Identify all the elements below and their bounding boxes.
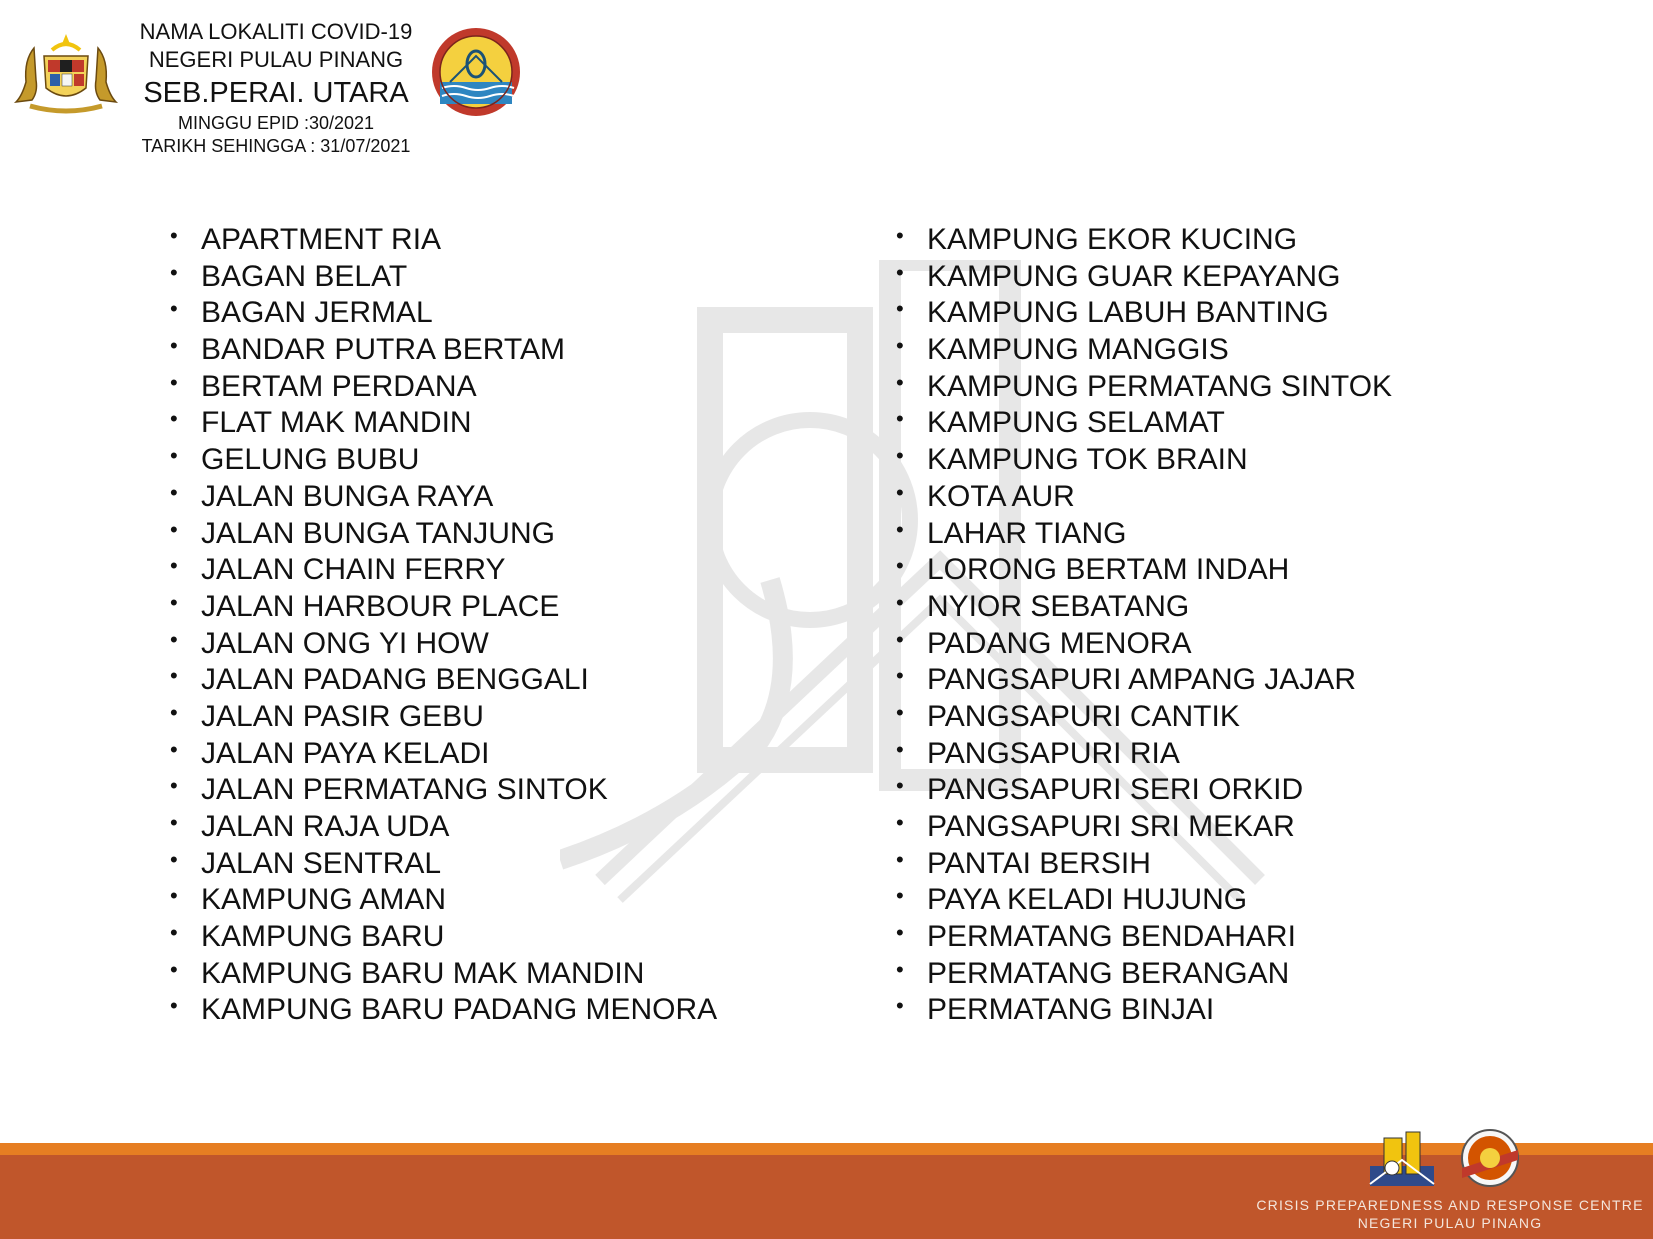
locality-item: [168, 699, 717, 736]
bullet-icon: •: [896, 699, 904, 725]
footer-line2: NEGERI PULAU PINANG: [1357, 1215, 1543, 1231]
penang-lawan-covid-logo-icon: [1462, 1130, 1518, 1186]
bullet-icon: •: [896, 333, 904, 359]
locality-item: [168, 295, 717, 332]
locality-name: JALAN BUNGA TANJUNG: [201, 516, 555, 550]
locality-name: PAYA KELADI HUJUNG: [927, 883, 1248, 917]
locality-name: PERMATANG BERANGAN: [927, 956, 1290, 990]
locality-item: [168, 882, 717, 919]
locality-item: [168, 736, 717, 773]
locality-name: JALAN HARBOUR PLACE: [201, 589, 560, 623]
bullet-icon: •: [896, 883, 904, 909]
bullet-icon: •: [896, 369, 904, 395]
locality-name: LAHAR TIANG: [927, 516, 1127, 550]
locality-item: [168, 589, 717, 626]
locality-item: [894, 405, 1392, 442]
locality-name: FLAT MAK MANDIN: [201, 406, 472, 440]
malaysia-coat-of-arms-icon: [12, 30, 120, 116]
locality-name: BERTAM PERDANA: [201, 369, 477, 403]
locality-name: PERMATANG BENDAHARI: [927, 920, 1296, 954]
bullet-icon: •: [896, 443, 904, 469]
locality-name: JALAN PAYA KELADI: [201, 736, 490, 770]
bullet-icon: •: [170, 810, 178, 835]
header: [0, 0, 540, 170]
locality-name: PANGSAPURI SERI ORKID: [927, 773, 1304, 807]
locality-item: [168, 956, 717, 993]
locality-item: [168, 222, 717, 259]
locality-name: BANDAR PUTRA BERTAM: [201, 333, 565, 367]
locality-item: [168, 846, 717, 883]
bullet-icon: •: [896, 956, 904, 982]
locality-name: JALAN PASIR GEBU: [201, 699, 484, 733]
locality-item: [168, 662, 717, 699]
header-title-line2: NEGERI PULAU PINANG: [148, 47, 404, 72]
bullet-icon: •: [170, 883, 178, 909]
locality-name: KAMPUNG LABUH BANTING: [927, 296, 1329, 330]
locality-name: KOTA AUR: [927, 479, 1075, 513]
locality-item: [894, 809, 1392, 846]
seberang-perai-seal-icon: [430, 26, 522, 118]
header-title-block: [118, 18, 434, 158]
bullet-icon: •: [896, 479, 904, 505]
bullet-icon: •: [170, 920, 178, 946]
locality-item: [168, 405, 717, 442]
locality-item: [894, 516, 1392, 553]
bullet-icon: •: [896, 589, 904, 615]
bullet-icon: •: [170, 259, 178, 285]
bullet-icon: •: [170, 663, 178, 689]
bullet-icon: •: [896, 810, 904, 835]
locality-name: KAMPUNG GUAR KEPAYANG: [927, 259, 1341, 293]
locality-item: [168, 479, 717, 516]
locality-item: [168, 919, 717, 956]
cprc-logo-icon: [1370, 1132, 1434, 1186]
locality-name: PANGSAPURI CANTIK: [927, 699, 1240, 733]
locality-item: [894, 369, 1392, 406]
header-title-line1: NAMA LOKALITI COVID-19: [139, 19, 413, 44]
bullet-icon: •: [896, 516, 904, 542]
footer-logos: [1366, 1128, 1546, 1198]
locality-item: [168, 516, 717, 553]
locality-item: [894, 259, 1392, 296]
locality-name: JALAN BUNGA RAYA: [201, 479, 494, 513]
bullet-icon: •: [896, 773, 904, 799]
bullet-icon: •: [170, 589, 178, 615]
locality-item: [894, 332, 1392, 369]
header-epid-week: MINGGU EPID :30/2021: [177, 113, 375, 133]
locality-item: [894, 552, 1392, 589]
locality-item: [894, 479, 1392, 516]
locality-name: LORONG BERTAM INDAH: [927, 553, 1290, 587]
locality-name: APARTMENT RIA: [201, 223, 442, 256]
bullet-icon: •: [170, 406, 178, 432]
locality-item: [894, 846, 1392, 883]
bullet-icon: •: [170, 626, 178, 652]
bullet-icon: •: [170, 993, 178, 1019]
bullet-icon: •: [170, 369, 178, 395]
bullet-icon: •: [896, 259, 904, 285]
locality-name: KAMPUNG BARU: [201, 920, 445, 954]
locality-name: PADANG MENORA: [927, 626, 1192, 660]
locality-name: KAMPUNG BARU PADANG MENORA: [201, 993, 718, 1027]
locality-name: PANTAI BERSIH: [927, 846, 1151, 880]
bullet-icon: •: [896, 993, 904, 1019]
locality-item: [894, 442, 1392, 479]
footer-org-name: [1250, 1196, 1650, 1232]
bullet-icon: •: [170, 516, 178, 542]
locality-name: BAGAN BELAT: [201, 259, 408, 293]
bullet-icon: •: [896, 406, 904, 432]
header-date: TARIKH SEHINGGA : 31/07/2021: [141, 136, 411, 156]
locality-item: [894, 295, 1392, 332]
locality-item: [894, 772, 1392, 809]
bullet-icon: •: [896, 846, 904, 872]
locality-name: KAMPUNG AMAN: [201, 883, 447, 917]
locality-item: [168, 772, 717, 809]
locality-name: PANGSAPURI RIA: [927, 736, 1180, 770]
bullet-icon: •: [170, 846, 178, 872]
bullet-icon: •: [896, 296, 904, 322]
bullet-icon: •: [170, 773, 178, 799]
bullet-icon: •: [170, 443, 178, 469]
bullet-icon: •: [170, 223, 178, 248]
bullet-icon: •: [170, 296, 178, 322]
bullet-icon: •: [896, 920, 904, 946]
locality-item: [168, 442, 717, 479]
locality-item: [894, 992, 1392, 1029]
bullet-icon: •: [170, 699, 178, 725]
bullet-icon: •: [170, 736, 178, 762]
locality-item: [894, 736, 1392, 773]
locality-list-left: [168, 222, 717, 1029]
locality-name: KAMPUNG EKOR KUCING: [927, 223, 1298, 256]
locality-item: [894, 882, 1392, 919]
locality-item: [894, 956, 1392, 993]
bullet-icon: •: [170, 956, 178, 982]
locality-item: [894, 589, 1392, 626]
locality-item: [894, 222, 1392, 259]
locality-name: BAGAN JERMAL: [201, 296, 433, 330]
locality-item: [168, 259, 717, 296]
locality-name: JALAN ONG YI HOW: [201, 626, 489, 660]
locality-name: JALAN CHAIN FERRY: [201, 553, 506, 587]
locality-item: [168, 809, 717, 846]
locality-item: [168, 332, 717, 369]
bullet-icon: •: [896, 223, 904, 248]
locality-item: [894, 662, 1392, 699]
locality-name: JALAN PADANG BENGGALI: [201, 663, 589, 697]
locality-name: KAMPUNG BARU MAK MANDIN: [201, 956, 645, 990]
header-district: SEB.PERAI. UTARA: [143, 77, 409, 109]
locality-item: [894, 919, 1392, 956]
bullet-icon: •: [170, 553, 178, 579]
locality-item: [894, 699, 1392, 736]
locality-name: PANGSAPURI AMPANG JAJAR: [927, 663, 1356, 697]
locality-list-right: [894, 222, 1392, 1029]
bullet-icon: •: [170, 479, 178, 505]
locality-name: JALAN PERMATANG SINTOK: [201, 773, 608, 807]
locality-name: JALAN RAJA UDA: [201, 810, 450, 843]
locality-name: KAMPUNG MANGGIS: [927, 333, 1229, 367]
locality-item: [168, 369, 717, 406]
locality-name: KAMPUNG SELAMAT: [927, 406, 1225, 440]
bullet-icon: •: [896, 553, 904, 579]
bullet-icon: •: [896, 626, 904, 652]
locality-item: [894, 626, 1392, 663]
bullet-icon: •: [170, 333, 178, 359]
locality-name: PANGSAPURI SRI MEKAR: [927, 810, 1295, 843]
locality-name: NYIOR SEBATANG: [927, 589, 1190, 623]
locality-item: [168, 992, 717, 1029]
locality-item: [168, 626, 717, 663]
locality-name: KAMPUNG PERMATANG SINTOK: [927, 369, 1393, 403]
locality-name: JALAN SENTRAL: [201, 846, 442, 880]
locality-name: PERMATANG BINJAI: [927, 993, 1215, 1027]
bullet-icon: •: [896, 663, 904, 689]
footer-line1: CRISIS PREPAREDNESS AND RESPONSE CENTRE: [1256, 1197, 1644, 1213]
locality-name: GELUNG BUBU: [201, 443, 420, 477]
locality-item: [168, 552, 717, 589]
locality-name: KAMPUNG TOK BRAIN: [927, 443, 1248, 477]
bullet-icon: •: [896, 736, 904, 762]
